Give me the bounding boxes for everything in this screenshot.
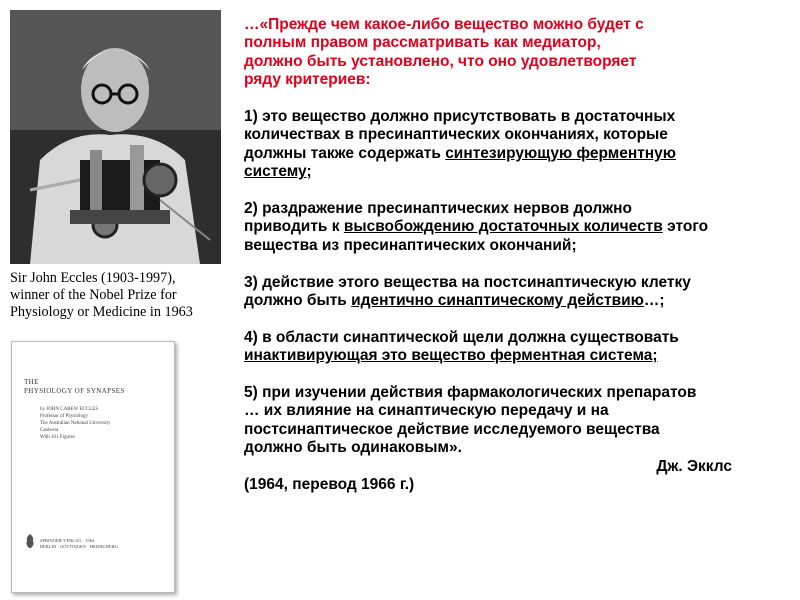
photo-caption (10, 270, 225, 321)
book-author-line: Professor of Physiology (40, 414, 89, 419)
criterion-5-line: должно быть одинаковым». (244, 439, 462, 457)
eccles-quote (244, 16, 789, 494)
criterion-1-text: ; (306, 163, 312, 181)
blank-line (244, 182, 789, 200)
caption-line: winner of the Nobel Prize for (10, 287, 177, 303)
criterion-3-line (244, 292, 789, 310)
caption-line: Physiology or Medicine in 1963 (10, 304, 193, 320)
quote-intro-line: полным правом рассматривать как медиатор, (244, 34, 601, 52)
book-publisher-line: SPRINGER-VERLAG · 1964 (40, 538, 95, 543)
quote-intro-line: ряду критериев: (244, 71, 371, 89)
book-author-line: With 101 Figures (40, 435, 75, 440)
criterion-1-line: 1) это вещество должно присутствовать в достаточных (244, 108, 676, 126)
criterion-2-line: 2) раздражение пресинаптических нервов должно (244, 200, 632, 218)
book-author-line: The Australian National University (40, 421, 111, 426)
book-title-line: THE (24, 378, 39, 386)
criterion-1-underlined: синтезирующую ферментную (445, 144, 677, 162)
criterion-2-underlined: высвобождению достаточных количеств (343, 218, 663, 236)
criterion-1-underlined: систему (244, 163, 307, 181)
publisher-logo-icon (24, 534, 36, 548)
criterion-5-line: постсинаптическое действие исследуемого вещества (244, 420, 660, 438)
blank-line (244, 90, 789, 108)
blank-line (244, 310, 789, 328)
criterion-5-line: … их влияние на синаптическую передачу и на (244, 402, 609, 420)
blank-line (244, 366, 789, 384)
book-author (40, 406, 110, 441)
scientist-photo (10, 10, 221, 264)
criterion-2-line (244, 218, 789, 236)
book-publisher (40, 538, 118, 550)
criterion-2-line: вещества из пресинаптических окончаний; (244, 236, 577, 254)
book-author-line: Canberra (40, 428, 59, 433)
criterion-2-text: приводить к (244, 218, 344, 236)
criterion-3-line: 3) действие этого вещества на постсинаптическую клетку (244, 273, 691, 291)
scientist-photo-illustration (10, 10, 221, 264)
criterion-1-line (244, 163, 789, 181)
blank-line (244, 255, 789, 273)
criterion-2-text: этого (662, 218, 709, 236)
quote-author: Дж. Экклс (656, 457, 732, 475)
quote-intro-line: должно быть установлено, что оно удовлетворяет (244, 52, 637, 70)
criterion-3-underlined: идентично синаптическому действию (351, 292, 644, 310)
book-title-line: PHYSIOLOGY OF SYNAPSES (24, 387, 125, 395)
criterion-1-line (244, 145, 789, 163)
criterion-3-text: должно быть (244, 292, 352, 310)
book-title (24, 378, 125, 396)
criterion-4-line: 4) в области синаптической щели должна существовать (244, 328, 679, 346)
book-author-line: by JOHN CAREW ECCLES (40, 407, 99, 412)
quote-intro-line: …«Прежде чем какое-либо вещество можно будет с (244, 16, 644, 33)
criterion-1-text: должны также содержать (244, 144, 446, 162)
book-publisher-line: BERLIN · GÖTTINGEN · HEIDELBERG (40, 544, 118, 549)
book-title-page (11, 341, 175, 593)
quote-citation: (1964, перевод 1966 г.) (244, 476, 415, 494)
criterion-4-underlined: инактивирующая это вещество ферментная система; (244, 347, 658, 365)
caption-line: Sir John Eccles (1903-1997), (10, 270, 176, 286)
criterion-5-line: 5) при изучении действия фармакологических препаратов (244, 384, 697, 402)
criterion-3-text: …; (643, 292, 665, 310)
criterion-1-line: количествах в пресинаптических окончаниях, которые (244, 126, 668, 144)
